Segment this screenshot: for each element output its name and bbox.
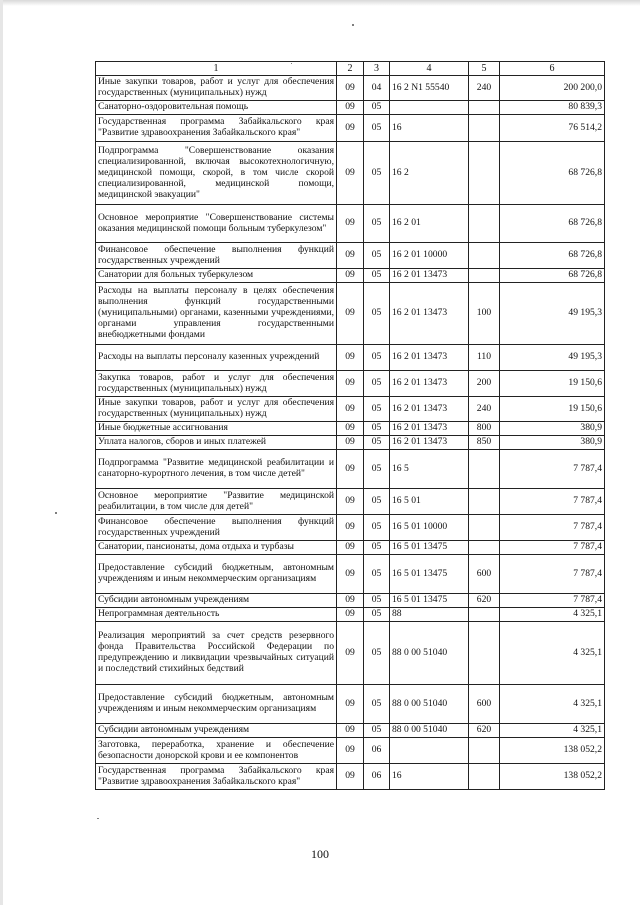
- row-expense-type-cell: 600: [469, 555, 500, 594]
- row-section-cell: 09: [337, 205, 364, 243]
- row-section-cell: 09: [337, 724, 364, 738]
- scan-edge-left: [0, 0, 3, 905]
- row-section-cell: 09: [337, 101, 364, 115]
- row-amount-cell: 68 726,8: [500, 243, 605, 269]
- row-target-article-cell: 88 0 00 51040: [390, 622, 469, 685]
- table-row: [96, 764, 605, 790]
- table-row: [96, 142, 605, 205]
- row-subsection-cell: 05: [364, 115, 390, 142]
- table-row: [96, 738, 605, 764]
- row-section-cell: 09: [337, 269, 364, 283]
- row-expense-type-cell: [469, 622, 500, 685]
- table-row: [96, 283, 605, 345]
- row-expense-type-cell: [469, 269, 500, 283]
- row-subsection-cell: 05: [364, 205, 390, 243]
- row-target-article-cell: 16 2 01 13473: [390, 345, 469, 371]
- row-subsection-cell: 06: [364, 738, 390, 764]
- row-section-cell: 09: [337, 436, 364, 450]
- row-name-cell: Санатории для больных туберкулезом: [96, 269, 337, 283]
- row-name-cell: Предоставление субсидий бюджетным, автономным учреждениям и иным некоммерческим организациям: [96, 555, 337, 594]
- table-row: [96, 450, 605, 489]
- header-cell-subsection: 3: [364, 62, 390, 76]
- row-target-article-cell: 88: [390, 608, 469, 622]
- row-section-cell: 09: [337, 243, 364, 269]
- row-target-article-cell: 16 2 N1 55540: [390, 76, 469, 101]
- table-row: [96, 397, 605, 422]
- row-amount-cell: 7 787,4: [500, 515, 605, 541]
- row-target-article-cell: 16 5 01 13475: [390, 541, 469, 555]
- row-amount-cell: 7 787,4: [500, 555, 605, 594]
- table-row: [96, 205, 605, 243]
- row-target-article-cell: 16 2 01 10000: [390, 243, 469, 269]
- row-subsection-cell: 05: [364, 345, 390, 371]
- row-subsection-cell: 05: [364, 422, 390, 436]
- row-name-cell: Подпрограмма "Развитие медицинской реабилитации и санаторно-курортного лечения, в том числе детей": [96, 450, 337, 489]
- table-row: [96, 555, 605, 594]
- row-name-cell: Государственная программа Забайкальского края "Развитие здравоохранения Забайкальского края": [96, 764, 337, 790]
- row-expense-type-cell: 240: [469, 397, 500, 422]
- row-section-cell: 09: [337, 489, 364, 515]
- row-amount-cell: 4 325,1: [500, 724, 605, 738]
- row-target-article-cell: 16 2 01 13473: [390, 397, 469, 422]
- row-name-cell: Субсидии автономным учреждениям: [96, 594, 337, 608]
- row-subsection-cell: 05: [364, 371, 390, 397]
- row-name-cell: Иные закупки товаров, работ и услуг для обеспечения государственных (муниципальных) нужд: [96, 397, 337, 422]
- row-name-cell: Подпрограмма "Совершенствование оказания специализированной, включая высокотехнологичную, медицинской помощи, скорой, в том числе скорой специализированной, медицинской помощи, медицинской эвакуации": [96, 142, 337, 205]
- row-section-cell: 09: [337, 142, 364, 205]
- row-amount-cell: 49 195,3: [500, 283, 605, 345]
- row-expense-type-cell: [469, 142, 500, 205]
- table-row: [96, 489, 605, 515]
- row-name-cell: Непрограммная деятельность: [96, 608, 337, 622]
- row-expense-type-cell: 110: [469, 345, 500, 371]
- table-row: [96, 243, 605, 269]
- scan-speck: [55, 512, 57, 514]
- row-target-article-cell: 16: [390, 764, 469, 790]
- page-number: 100: [311, 847, 329, 861]
- header-cell-expense-type: 5: [469, 62, 500, 76]
- header-cell-target-article: 4: [390, 62, 469, 76]
- row-amount-cell: 19 150,6: [500, 397, 605, 422]
- row-amount-cell: 380,9: [500, 422, 605, 436]
- row-target-article-cell: 16 2 01: [390, 205, 469, 243]
- row-amount-cell: 68 726,8: [500, 205, 605, 243]
- row-name-cell: Расходы на выплаты персоналу казенных учреждений: [96, 345, 337, 371]
- row-target-article-cell: [390, 101, 469, 115]
- row-target-article-cell: 16 5: [390, 450, 469, 489]
- row-section-cell: 09: [337, 541, 364, 555]
- row-section-cell: 09: [337, 738, 364, 764]
- row-expense-type-cell: [469, 243, 500, 269]
- row-section-cell: 09: [337, 764, 364, 790]
- row-subsection-cell: 05: [364, 685, 390, 724]
- row-section-cell: 09: [337, 283, 364, 345]
- table-row: [96, 101, 605, 115]
- budget-table-body: [96, 62, 605, 790]
- table-row: [96, 724, 605, 738]
- row-expense-type-cell: [469, 205, 500, 243]
- row-section-cell: 09: [337, 345, 364, 371]
- row-expense-type-cell: [469, 738, 500, 764]
- row-target-article-cell: 16 2 01 13473: [390, 371, 469, 397]
- row-amount-cell: 7 787,4: [500, 594, 605, 608]
- row-target-article-cell: [390, 738, 469, 764]
- header-cell-amount: 6: [500, 62, 605, 76]
- row-section-cell: 09: [337, 397, 364, 422]
- row-subsection-cell: 05: [364, 594, 390, 608]
- row-expense-type-cell: 100: [469, 283, 500, 345]
- scan-edge-top: [0, 0, 640, 6]
- table-row: [96, 622, 605, 685]
- row-target-article-cell: 16 5 01: [390, 489, 469, 515]
- row-amount-cell: 4 325,1: [500, 622, 605, 685]
- row-subsection-cell: 05: [364, 450, 390, 489]
- table-row: [96, 76, 605, 101]
- row-subsection-cell: 05: [364, 269, 390, 283]
- row-name-cell: Расходы на выплаты персоналу в целях обеспечения выполнения функций государственными (муниципальными) органами, казенными учреждениями, органами управления государственными внебюджетными фондами: [96, 283, 337, 345]
- table-row: [96, 515, 605, 541]
- row-amount-cell: 68 726,8: [500, 269, 605, 283]
- row-name-cell: Субсидии автономным учреждениям: [96, 724, 337, 738]
- table-row: [96, 115, 605, 142]
- row-name-cell: Предоставление субсидий бюджетным, автономным учреждениям и иным некоммерческим организациям: [96, 685, 337, 724]
- row-subsection-cell: 06: [364, 764, 390, 790]
- row-expense-type-cell: [469, 764, 500, 790]
- row-section-cell: 09: [337, 594, 364, 608]
- row-section-cell: 09: [337, 608, 364, 622]
- row-subsection-cell: 04: [364, 76, 390, 101]
- row-section-cell: 09: [337, 622, 364, 685]
- row-section-cell: 09: [337, 371, 364, 397]
- row-target-article-cell: 16 2 01 13473: [390, 269, 469, 283]
- row-amount-cell: 200 200,0: [500, 76, 605, 101]
- row-expense-type-cell: [469, 101, 500, 115]
- row-name-cell: Основное мероприятие "Развитие медицинской реабилитации, в том числе для детей": [96, 489, 337, 515]
- row-expense-type-cell: [469, 115, 500, 142]
- row-amount-cell: 7 787,4: [500, 489, 605, 515]
- row-target-article-cell: 16 5 01 10000: [390, 515, 469, 541]
- row-amount-cell: 68 726,8: [500, 142, 605, 205]
- row-name-cell: Государственная программа Забайкальского края "Развитие здравоохранения Забайкальского края": [96, 115, 337, 142]
- row-target-article-cell: 16 5 01 13475: [390, 555, 469, 594]
- row-amount-cell: 80 839,3: [500, 101, 605, 115]
- row-expense-type-cell: [469, 515, 500, 541]
- table-row: [96, 345, 605, 371]
- row-expense-type-cell: 800: [469, 422, 500, 436]
- row-expense-type-cell: 600: [469, 685, 500, 724]
- header-cell-name: 1: [96, 62, 337, 76]
- row-expense-type-cell: 620: [469, 594, 500, 608]
- header-row: [96, 62, 605, 76]
- row-section-cell: 09: [337, 515, 364, 541]
- budget-table: [95, 61, 605, 790]
- row-target-article-cell: 88 0 00 51040: [390, 685, 469, 724]
- row-expense-type-cell: [469, 489, 500, 515]
- row-amount-cell: 19 150,6: [500, 371, 605, 397]
- row-amount-cell: 380,9: [500, 436, 605, 450]
- row-target-article-cell: 88 0 00 51040: [390, 724, 469, 738]
- row-expense-type-cell: [469, 608, 500, 622]
- row-name-cell: Финансовое обеспечение выполнения функций государственных учреждений: [96, 243, 337, 269]
- row-subsection-cell: 05: [364, 397, 390, 422]
- row-name-cell: Санаторно-оздоровительная помощь: [96, 101, 337, 115]
- row-name-cell: Уплата налогов, сборов и иных платежей: [96, 436, 337, 450]
- row-target-article-cell: 16 2: [390, 142, 469, 205]
- row-expense-type-cell: [469, 450, 500, 489]
- row-target-article-cell: 16 2 01 13473: [390, 436, 469, 450]
- table-row: [96, 269, 605, 283]
- row-subsection-cell: 05: [364, 283, 390, 345]
- row-section-cell: 09: [337, 450, 364, 489]
- row-section-cell: 09: [337, 685, 364, 724]
- row-subsection-cell: 05: [364, 608, 390, 622]
- row-target-article-cell: 16: [390, 115, 469, 142]
- row-amount-cell: 138 052,2: [500, 738, 605, 764]
- row-name-cell: Финансовое обеспечение выполнения функций государственных учреждений: [96, 515, 337, 541]
- row-amount-cell: 138 052,2: [500, 764, 605, 790]
- row-target-article-cell: 16 2 01 13473: [390, 422, 469, 436]
- scan-speck: [97, 818, 99, 819]
- row-amount-cell: 7 787,4: [500, 450, 605, 489]
- row-subsection-cell: 05: [364, 724, 390, 738]
- scan-speck: [352, 24, 354, 26]
- row-subsection-cell: 05: [364, 436, 390, 450]
- row-section-cell: 09: [337, 555, 364, 594]
- row-subsection-cell: 05: [364, 541, 390, 555]
- row-amount-cell: 4 325,1: [500, 608, 605, 622]
- table-row: [96, 608, 605, 622]
- header-cell-section: 2: [337, 62, 364, 76]
- row-name-cell: Основное мероприятие "Совершенствование системы оказания медицинской помощи больным туберкулезом": [96, 205, 337, 243]
- row-section-cell: 09: [337, 76, 364, 101]
- row-amount-cell: 76 514,2: [500, 115, 605, 142]
- row-name-cell: Закупка товаров, работ и услуг для обеспечения государственных (муниципальных) нужд: [96, 371, 337, 397]
- row-amount-cell: 49 195,3: [500, 345, 605, 371]
- table-row: [96, 685, 605, 724]
- row-subsection-cell: 05: [364, 515, 390, 541]
- row-name-cell: Реализация мероприятий за счет средств резервного фонда Правительства Российской Федерации по предупреждению и ликвидации чрезвычайных ситуаций и последствий стихийных бедствий: [96, 622, 337, 685]
- row-subsection-cell: 05: [364, 555, 390, 594]
- row-name-cell: Заготовка, переработка, хранение и обеспечение безопасности донорской крови и ее компонентов: [96, 738, 337, 764]
- row-expense-type-cell: 200: [469, 371, 500, 397]
- row-expense-type-cell: 620: [469, 724, 500, 738]
- row-amount-cell: 7 787,4: [500, 541, 605, 555]
- row-name-cell: Иные закупки товаров, работ и услуг для обеспечения государственных (муниципальных) нужд: [96, 76, 337, 101]
- table-row: [96, 541, 605, 555]
- table-row: [96, 422, 605, 436]
- row-expense-type-cell: 850: [469, 436, 500, 450]
- table-row: [96, 436, 605, 450]
- row-subsection-cell: 05: [364, 142, 390, 205]
- row-target-article-cell: 16 5 01 13475: [390, 594, 469, 608]
- table-row: [96, 594, 605, 608]
- row-subsection-cell: 05: [364, 101, 390, 115]
- row-subsection-cell: 05: [364, 489, 390, 515]
- row-target-article-cell: 16 2 01 13473: [390, 283, 469, 345]
- row-name-cell: Санатории, пансионаты, дома отдыха и турбазы: [96, 541, 337, 555]
- row-subsection-cell: 05: [364, 622, 390, 685]
- table-row: [96, 371, 605, 397]
- row-name-cell: Иные бюджетные ассигнования: [96, 422, 337, 436]
- row-subsection-cell: 05: [364, 243, 390, 269]
- row-section-cell: 09: [337, 422, 364, 436]
- scan-speck: [291, 63, 292, 64]
- row-amount-cell: 4 325,1: [500, 685, 605, 724]
- row-expense-type-cell: [469, 541, 500, 555]
- row-section-cell: 09: [337, 115, 364, 142]
- row-expense-type-cell: 240: [469, 76, 500, 101]
